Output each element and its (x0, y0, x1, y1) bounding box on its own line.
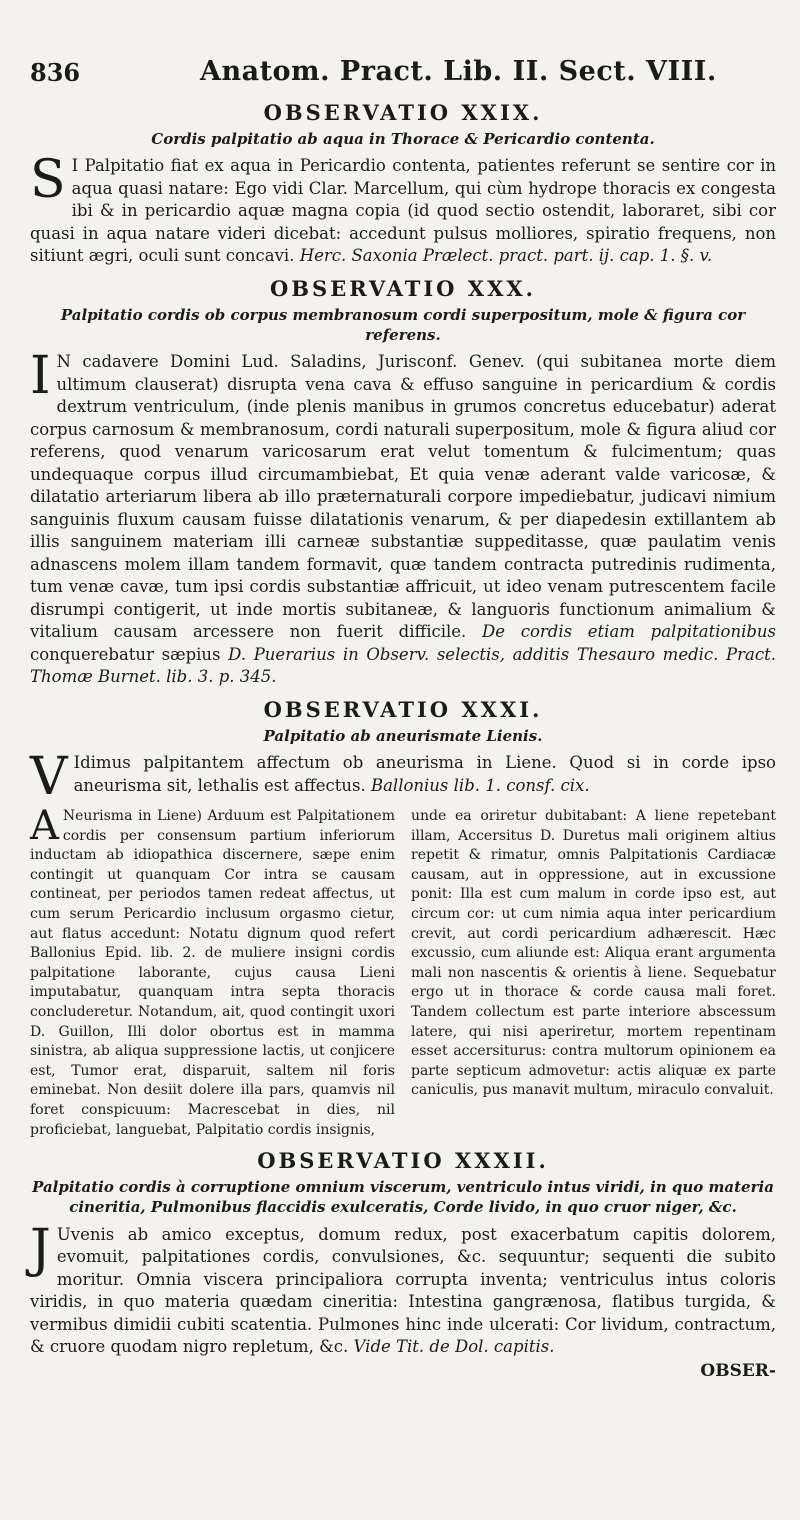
drop-cap: S (30, 150, 66, 211)
page-header (30, 52, 776, 92)
page-number: 836 (30, 58, 81, 87)
observation-text: V Idimus palpitantem affectum ob aneurisma in Liene. Quod si in corde ipso aneurisma sit, lethalis est affectus. Ballonius lib. 1. consf. cix. (30, 747, 776, 807)
observation-31 (30, 697, 776, 1140)
commentary-right: unde ea oriretur dubitabant: A liene repetebant illam, Accersitus D. Duretus mali originem altius repetit & rimatur, omnis Palpitationis Cardiacæ causam, aut in oppressione, aut in excussione ponit: Illa est cum malum in corde ipso est, aut circum cor: ut cum nimia aqua inter pericardium crevit, aut cordi pericardium adhærescit. Hæc excussio, cum aliunde est: Aliqua erant argumenta mali non nascentis & orientis à liene. Sequebatur ergo ut in thorace & corde causa mali foret. Tandem collectum est parte interiore abscessum latere, qui nisi aperiretur, mortem repentinam esset accersiturus: contra multorum opinionem ea parte septicum admovetur: actis aliquæ ex parte caniculis, pus manavit multum, miraculo convaluit. (411, 808, 776, 1099)
observation-text: I N cadavere Domini Lud. Saladins, Jurisconf. Genev. (qui subitanea morte diem ultimum clauserat) disrupta vena cava & effuso sanguine in pericardium & cordis dextrum ventriculum, (inde plenis manibus in grumos concretus educebatur) aderat corpus carnosum & membranosum, cordi naturali superpositum, mole & figura aliud cor referens, quod venarum varicosarum erat velut tomentum & fulcimentum; quas undequaque corpus illud circumambiebat, Et quia venæ aderant valde varicosæ, & dilatatio arteriarum libera ab illo præternaturali corpore impediebatur, judicavi nimium sanguinis fluxum causam fuisse dilatationis venarum, & per diapedesin extillantem ab illis sanguinem materiam illi carneæ substantiæ suppeditasse, quæ paulatim venis adnascens molem illam tandem formavit, quæ tandem contracta putredinis rudimenta, tum venæ cavæ, tum ipsi cordis substantiæ affricuit, ut ideo venam putrescentem facile disrumpi contigerit, ut inde mortis subitaneæ, & languoris functionum animalium & vitalium causam arcessere non fuerit difficile. De cordis etiam palpitationibus conquerebatur sæpius D. Puerarius in Observ. selectis, additis Thesauro medic. Pract. Thomæ Burnet. lib. 3. p. 345. (30, 346, 777, 687)
citation: Herc. Saxonia Prælect. pract. part. ij. cap. 1. §. v. (299, 246, 713, 266)
citation: D. Puerarius in Observ. selectis, additis Thesauro medic. Pract. Thomæ Burnet. lib. 3. p. 345. (30, 644, 777, 687)
observation-title: OBSERVATIO XXXII. (257, 1148, 549, 1174)
observation-text: J Uvenis ab amico exceptus, domum redux, post exacerbatum capitis dolorem, evomuit, palpitationes cordis, convulsiones, &c. sequuntur; sequenti die subito moritur. Omnia viscera principaliora corrupta inventa; ventriculus intus coloris viridis, in quo materia quædam cineritia: Intestina gangrænosa, flatibus turgida, & vermibus dimidii cubiti scatentia. Pulmones hinc inde ulcerati: Cor lividum, contractum, & cruore quodam nigro repletum, &c. Vide Tit. de Dol. capitis. (30, 1218, 776, 1357)
citation-intro: De cordis etiam palpitationibus (482, 622, 777, 642)
observation-32 (30, 1148, 776, 1381)
observation-title: OBSERVATIO XXX. (270, 275, 536, 301)
observation-title: OBSERVATIO XXXI. (263, 696, 543, 722)
drop-cap: A (30, 803, 59, 849)
commentary-columns (30, 803, 776, 1140)
observation-29 (30, 100, 776, 268)
catchword: OBSER- (700, 1360, 776, 1381)
running-title: Anatom. Pract. Lib. II. Sect. VIII. (200, 56, 717, 87)
drop-cap: J (30, 1218, 51, 1279)
observation-subtitle: Palpitatio ab aneurismate Lienis. (263, 726, 543, 745)
citation: Ballonius lib. 1. consf. cix. (370, 775, 590, 795)
observation-30 (30, 276, 776, 689)
observation-text: S I Palpitatio fiat ex aqua in Pericardio contenta, patientes referunt se sentire cor in aqua quasi natare: Ego vidi Clar. Marcellum, qui cùm hydrope thoracis ex congesta ibi & in pericardio aquæ magna copia (id quod sectio ostendit, laboraret, sibi cor quasi in aqua natare videri dicebat: accedunt pulsus molliores, spiratio frequens, non sitiunt ægri, oculi sunt concavi. Herc. Saxonia Prælect. pract. part. ij. cap. 1. §. v. (30, 150, 776, 266)
observation-title: OBSERVATIO XXIX. (263, 100, 543, 125)
citation: Vide Tit. de Dol. capitis. (353, 1337, 555, 1357)
observation-subtitle: Palpitatio cordis à corruptione omnium viscerum, ventriculo intus viridi, in quo materia cineritia, Pulmonibus flaccidis exulceratis, Corde livido, in quo cruor niger, &c. (32, 1178, 774, 1217)
observation-subtitle: Cordis palpitatio ab aqua in Thorace & Pericardio contenta. (151, 130, 655, 148)
drop-cap: V (30, 747, 68, 807)
drop-cap: I (30, 346, 51, 407)
commentary-left: A Neurisma in Liene) Arduum est Palpitationem cordis per consensum partium inferiorum inductam ab idiopathica discernere, sæpe enim contingit ut quanquam Cor intra se causam contineat, per periodos tamen redeat affectus, ut cum serum Pericardio inclusum orgasmo cietur, aut flatus accedunt: Notatu dignum quod refert Ballonius Epid. lib. 2. de muliere insigni cordis palpitatione laborante, cujus causa Lieni imputabatur, quanquam intra septa thoracis concluderetur. Notandum, ait, quod contingit uxori D. Guillon, Illi dolor obortus est in mamma sinistra, ab aliqua suppressione lactis, ut conjicere est, Tumor erat, disparuit, saltem nil foris eminebat. Non desiit dolere illa pars, quamvis nil foret conspicuum: Macrescebat in dies, nil proficiebat, languebat, Palpitatio cordis insignis, (30, 803, 395, 1138)
observation-subtitle: Palpitatio cordis ob corpus membranosum cordi superpositum, mole & figura cor referens. (60, 305, 746, 344)
